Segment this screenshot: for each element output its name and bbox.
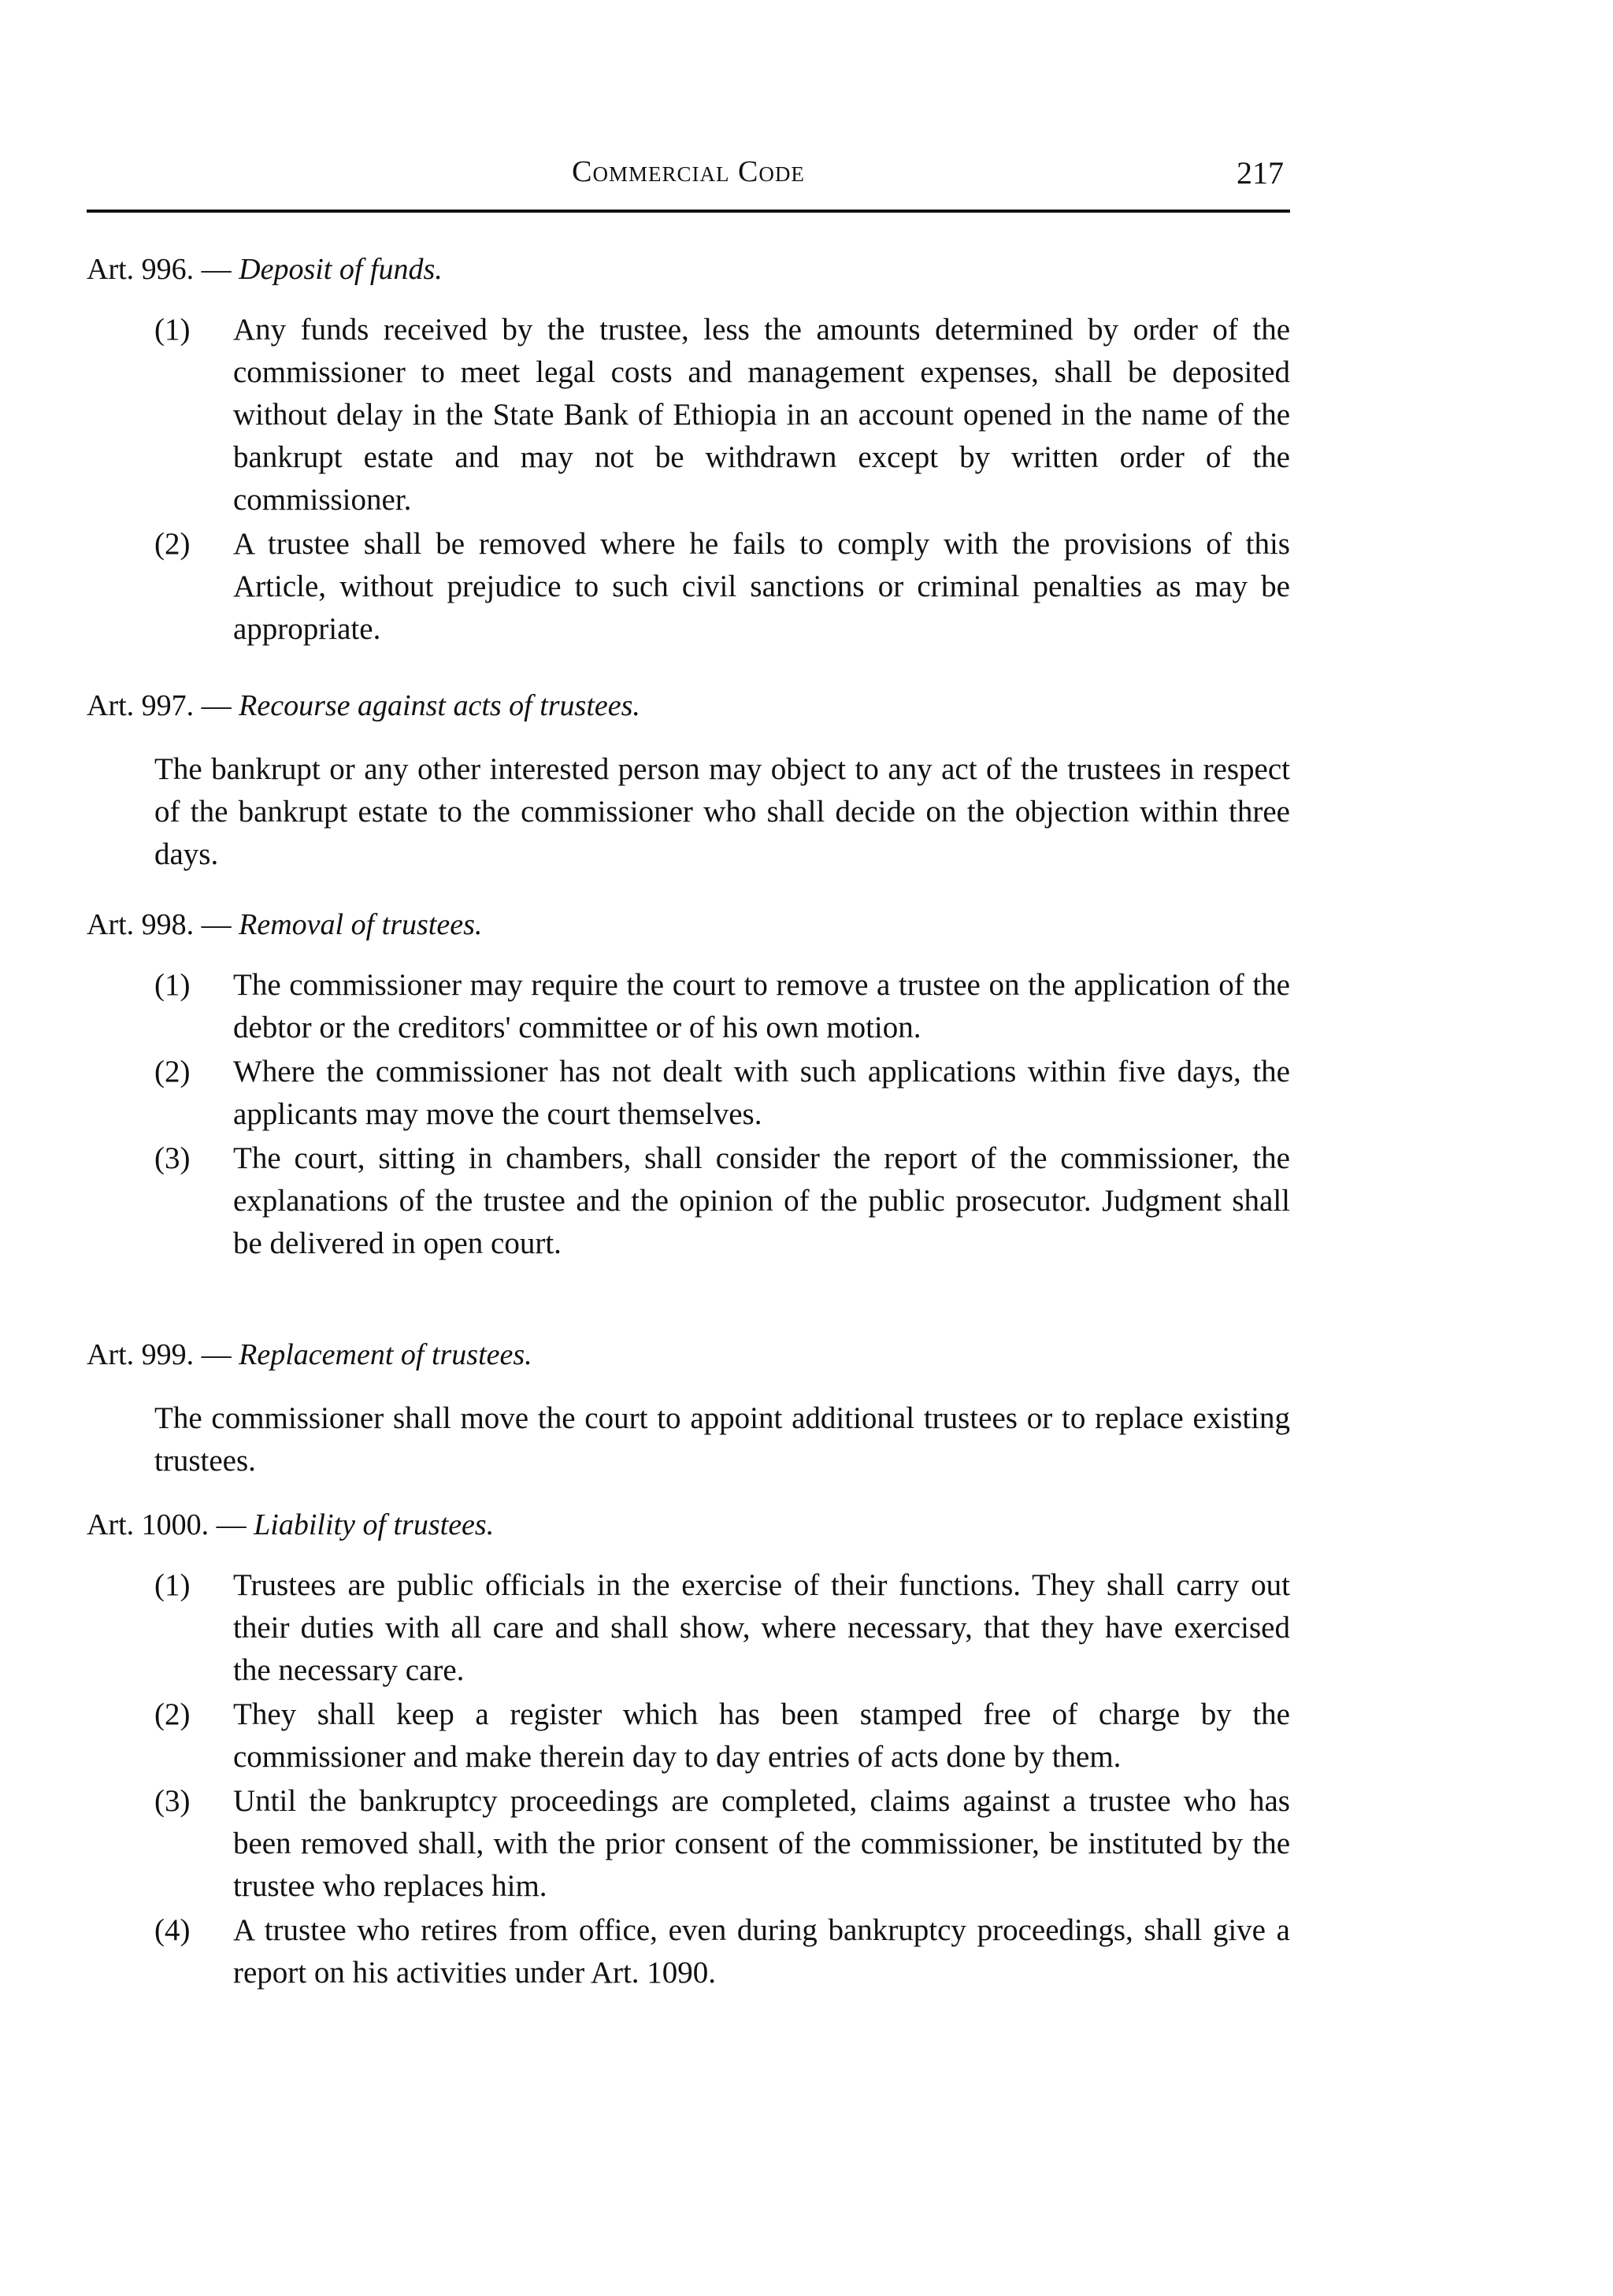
running-header: [87, 154, 1290, 202]
article-heading: [87, 1506, 1290, 1544]
paragraph-text: A trustee shall be removed where he fails to comply with the provisions of this Article, without prejudice to such civil sanctions or criminal penalties as may be appropriate.: [233, 527, 1290, 646]
article-title: Liability of trustees.: [254, 1508, 495, 1541]
header-rule: [87, 210, 1290, 213]
article-title: Removal of trustees.: [239, 908, 483, 941]
paragraph-text: They shall keep a register which has been stamped free of charge by the commissioner and make therein day to day entries of acts done by them.: [233, 1697, 1290, 1774]
paragraph-number: (2): [154, 527, 191, 561]
paragraph: [87, 964, 1290, 1049]
article-label: Art. 996. —: [87, 253, 232, 286]
article-label: Art. 1000. —: [87, 1508, 247, 1541]
paragraph-number: (1): [154, 313, 191, 347]
paragraph-number: (4): [154, 1913, 191, 1947]
article-label: Art. 999. —: [87, 1338, 232, 1371]
running-title: Commercial Code: [572, 155, 805, 188]
paragraph-number: (2): [154, 1055, 191, 1089]
article-998: [87, 906, 1290, 1267]
article-999: [87, 1336, 1290, 1482]
paragraph-text: The court, sitting in chambers, shall consider the report of the commissioner, the explanations of the trustee and the opinion of the public prosecutor. Judgment shall be delivered in open court.: [233, 1141, 1290, 1260]
article-1000: [87, 1506, 1290, 1996]
paragraph-text: The commissioner may require the court to remove a trustee on the application of the debtor or the creditors' committee or of his own motion.: [233, 968, 1290, 1044]
page-number: 217: [1237, 155, 1284, 191]
article-title: Deposit of funds.: [239, 253, 443, 286]
paragraph: [87, 1564, 1290, 1692]
paragraph-number: (3): [154, 1784, 191, 1818]
paragraph-list: [87, 309, 1290, 651]
article-title: Replacement of trustees.: [239, 1338, 532, 1371]
article-title: Recourse against acts of trustees.: [239, 689, 640, 722]
article-996: [87, 250, 1290, 652]
article-heading: [87, 250, 1290, 288]
paragraph-text: Any funds received by the trustee, less the amounts determined by order of the commissioner to meet legal costs and management expenses, shall be deposited without delay in the State Bank of Ethiopia in an account opened in the name of the bankrupt estate and may not be withdrawn except by written order of the commissioner.: [233, 313, 1290, 517]
paragraph-list: [87, 964, 1290, 1265]
paragraph-text: Trustees are public officials in the exercise of their functions. They shall carry out their duties with all care and shall show, where necessary, that they have exercised the necessary care.: [233, 1568, 1290, 1687]
paragraph: [87, 1909, 1290, 1994]
article-body: The commissioner shall move the court to appoint additional trustees or to replace existing trustees.: [154, 1401, 1290, 1478]
paragraph-text: A trustee who retires from office, even during bankruptcy proceedings, shall give a report on his activities under Art. 1090.: [233, 1913, 1290, 1990]
article-997: [87, 687, 1290, 876]
paragraph-number: (3): [154, 1141, 191, 1175]
paragraph-number: (1): [154, 968, 191, 1002]
paragraph: [87, 523, 1290, 651]
paragraph: [87, 1137, 1290, 1265]
paragraph-text: Where the commissioner has not dealt with such applications within five days, the applicants may move the court themselves.: [233, 1055, 1290, 1131]
article-label: Art. 997. —: [87, 689, 232, 722]
article-heading: [87, 1336, 1290, 1374]
article-heading: [87, 687, 1290, 725]
paragraph-list: [87, 1564, 1290, 1994]
paragraph: [87, 1693, 1290, 1779]
article-heading: [87, 906, 1290, 944]
paragraph-number: (1): [154, 1568, 191, 1602]
paragraph: [87, 309, 1290, 521]
paragraph: [87, 1780, 1290, 1908]
article-body: The bankrupt or any other interested person may object to any act of the trustees in respect of the bankrupt estate to the commissioner who shall decide on the objection within three days.: [154, 752, 1290, 871]
paragraph: [87, 1051, 1290, 1136]
article-label: Art. 998. —: [87, 908, 232, 941]
paragraph-text: Until the bankruptcy proceedings are completed, claims against a trustee who has been removed shall, with the prior consent of the commissioner, be instituted by the trustee who replaces him.: [233, 1784, 1290, 1903]
paragraph-number: (2): [154, 1697, 191, 1731]
